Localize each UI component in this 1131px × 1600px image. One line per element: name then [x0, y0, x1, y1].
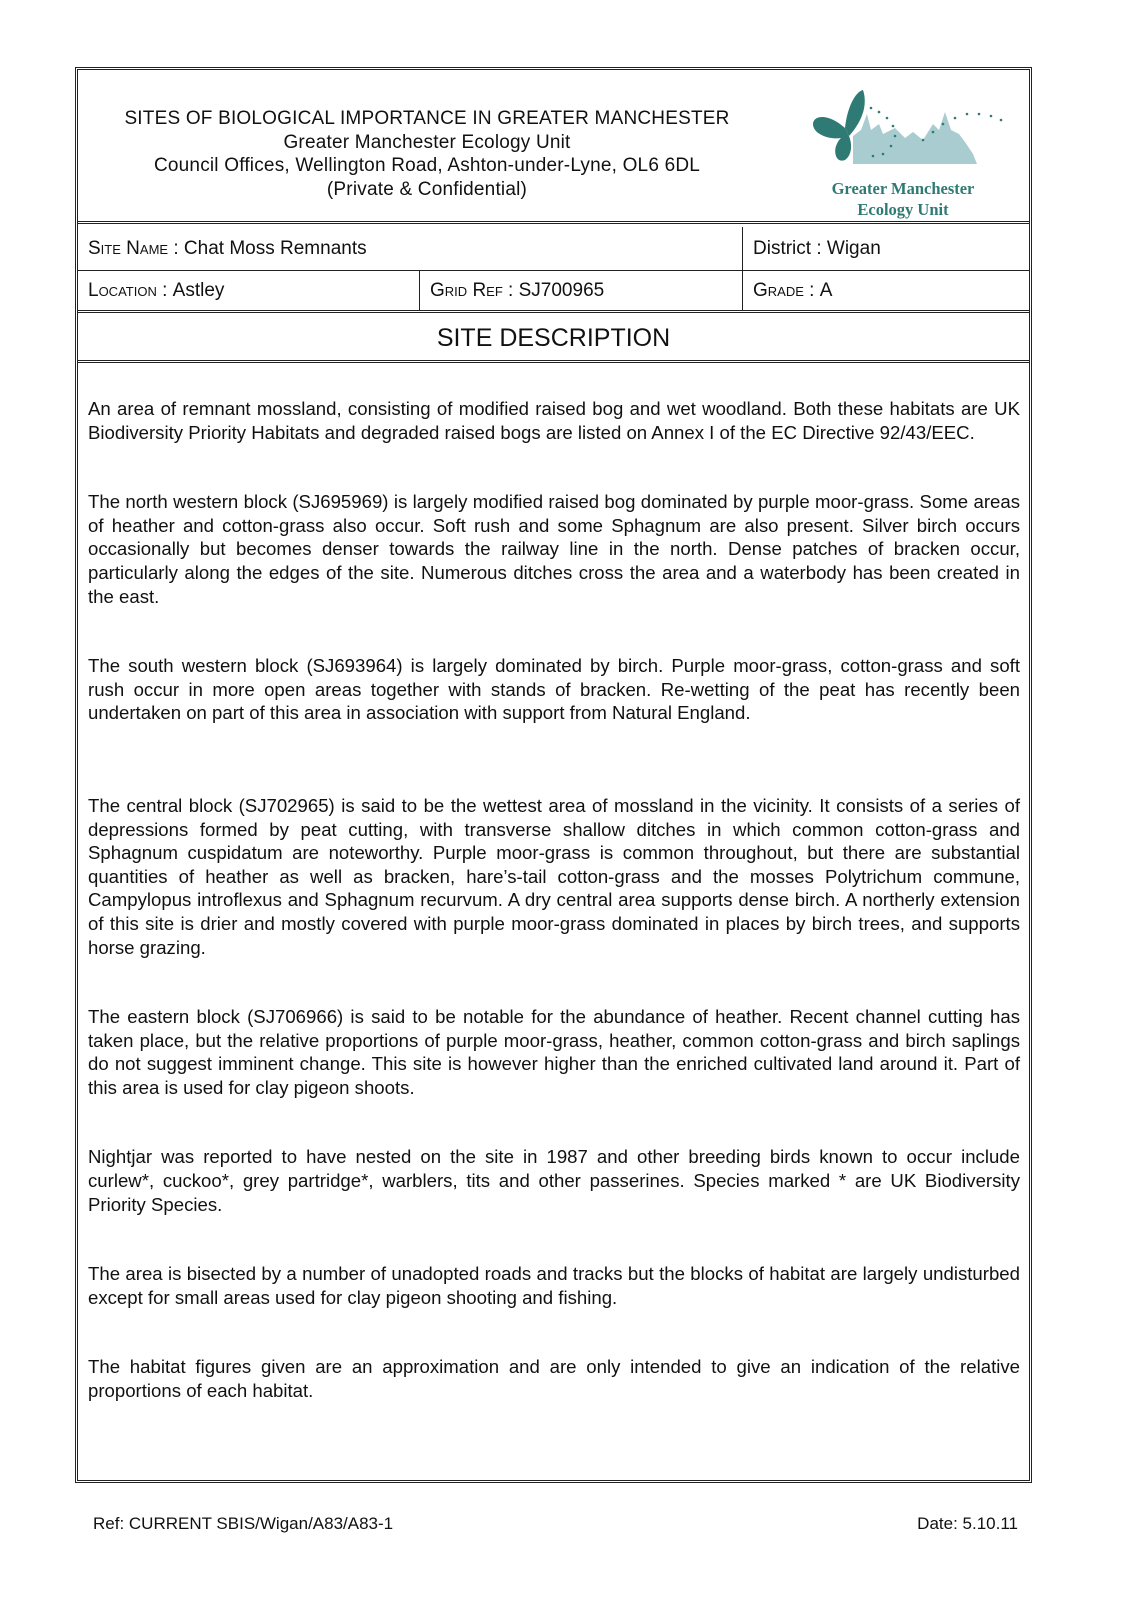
paragraph: An area of remnant mossland, consisting of modified raised bog and wet woodland. Both these habitats are UK Biodiversity Priority Habitats and degraded raised bogs are listed on Annex I of the EC Directive 92/43/EEC.: [88, 398, 1020, 443]
paragraph: The habitat figures given are an approximation and are only intended to give an indication of the relative proportions of each habitat.: [88, 1356, 1020, 1402]
site-name-cell: Site Name : Chat Moss Remnants: [78, 227, 743, 270]
district: Wigan: [826, 237, 881, 259]
grid-ref: SJ700965: [518, 279, 605, 301]
document-title: SITES OF BIOLOGICAL IMPORTANCE IN GREATER MANCHESTER: [124, 108, 730, 129]
footer-date: Date: 5.10.11: [917, 1514, 1018, 1533]
location-row: [78, 271, 1029, 313]
grade-cell: Grade : A: [753, 279, 833, 301]
document-frame: [75, 67, 1032, 1483]
site-name-row: [78, 227, 1029, 271]
header-text: [92, 107, 762, 201]
header: [78, 70, 1029, 224]
paragraph: The north western block (SJ695969) is largely modified raised bog dominated by purple moor-grass. Some areas of heather and cotton-grass also occur. Soft rush and some Sphagnum are also present. Silver birch occurs occasionally but becomes denser towards the railway line in the north. Dense patches of bracken occur, particularly along the edges of the site. Numerous ditches cross the area and a waterbody has been created in the east.: [88, 491, 1020, 607]
butterfly-skyline-icon: [783, 84, 1023, 179]
paragraph: Nightjar was reported to have nested on the site in 1987 and other breeding birds known to occur include curlew*, cuckoo*, grey partridge*, warblers, tits and other passerines. Species marked * are UK Biodiversity Priority Species.: [88, 1146, 1020, 1215]
paragraph: The central block (SJ702965) is said to be the wettest area of mossland in the vicinity. It consists of a series of depressions formed by peat cutting, with transverse shallow ditches in which common cotton-grass and Sphagnum cuspidatum are noteworthy. Purple moor-grass is common throughout, but there are substantial quantities of heather as well as bracken, hare’s-tail cotton-grass and the mosses Polytrichum commune, Campylopus introflexus and Sphagnum recurvum. A dry central area supports dense birch. A northerly extension of this site is drier and mostly covered with purple moor-grass dominated in places by birch trees, and supports horse grazing.: [88, 794, 1020, 958]
grid-ref-cell: Grid Ref : SJ700965: [420, 271, 743, 310]
paragraph: The area is bisected by a number of unadopted roads and tracks but the blocks of habitat are largely undisturbed except for small areas used for clay pigeon shooting and fishing.: [88, 1263, 1020, 1308]
location: Astley: [172, 279, 225, 301]
address: Council Offices, Wellington Road, Ashton-under-Lyne, OL6 6DL: [153, 155, 701, 176]
gmeu-logo: [783, 84, 1023, 224]
section-title-row: [78, 316, 1029, 363]
site-description: [88, 397, 1020, 1449]
district-cell: District : Wigan: [753, 237, 881, 259]
site-name: Chat Moss Remnants: [183, 237, 367, 259]
paragraph: The eastern block (SJ706966) is said to be notable for the abundance of heather. Recent channel cutting has taken place, but the relative proportions of purple moor-grass, heather, common cotton-grass and birch saplings do not suggest imminent change. This site is however higher than the enriched cultivated land around it. Part of this area is used for clay pigeon shoots.: [88, 1006, 1020, 1098]
location-cell: Location : Astley: [78, 271, 420, 310]
logo-text: Greater Manchester Ecology Unit: [831, 179, 975, 219]
confidential-note: (Private & Confidential): [326, 178, 528, 200]
section-title: SITE DESCRIPTION: [436, 323, 671, 352]
grade: A: [819, 279, 833, 301]
paragraph: The south western block (SJ693964) is largely dominated by birch. Purple moor-grass, cotton-grass and soft rush occur in more open areas together with stands of bracken. Re-wetting of the peat has recently been undertaken on part of this area in association with support from Natural England.: [88, 655, 1020, 724]
organisation: Greater Manchester Ecology Unit: [283, 131, 571, 153]
footer-ref: Ref: CURRENT SBIS/Wigan/A83/A83-1: [93, 1514, 394, 1533]
